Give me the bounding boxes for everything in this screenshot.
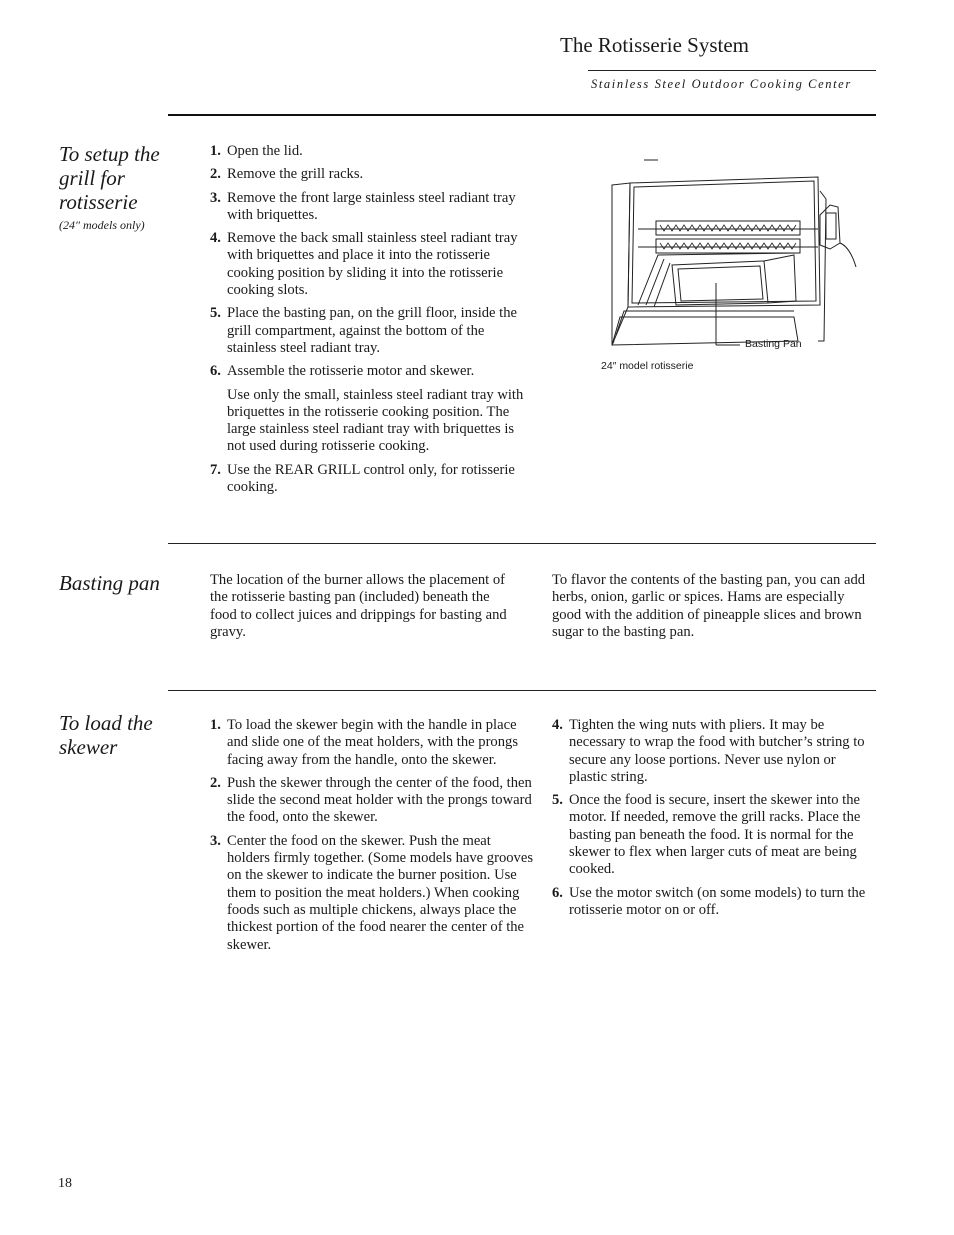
setup-steps bbox=[210, 143, 536, 502]
load-steps-col1 bbox=[210, 717, 536, 960]
header-divider bbox=[168, 114, 876, 116]
setup-heading: To setup the grill for rotisserie bbox=[59, 142, 160, 214]
list-item: 1. To load the skewer begin with the handle in place and slide one of the meat holders, with the prongs facing away from the handle, onto the skewer. bbox=[210, 717, 518, 768]
list-item: 1. Open the lid. bbox=[210, 143, 303, 159]
list-item: 6. Assemble the rotisserie motor and skewer. bbox=[210, 363, 475, 380]
list-item: 3. Remove the front large stainless steel radiant tray with briquettes. bbox=[210, 189, 516, 223]
list-item: 5. Once the food is secure, insert the skewer into the motor. If needed, remove the grill racks. Place the basting pan beneath the food. It is normal for the skewer to flex when larger cuts of meat are being cooked. bbox=[552, 792, 861, 878]
list-item: 4. Remove the back small stainless steel radiant tray with briquettes and place it into the rotisserie cooking position by sliding it into the rotisserie cooking slots. bbox=[210, 230, 518, 299]
page-number: 18 bbox=[58, 1176, 72, 1191]
basting-col2: To flavor the contents of the basting pan, you can add herbs, onion, garlic or spices. Hams are especially good with the addition of pineapple slices and brown sugar to the basting pan. bbox=[552, 572, 866, 640]
load-steps-col2 bbox=[552, 717, 872, 925]
section-divider bbox=[168, 543, 876, 544]
section-divider bbox=[168, 690, 876, 691]
header-rule bbox=[588, 70, 876, 71]
setup-model-note: (24″ models only) bbox=[59, 218, 145, 232]
rotisserie-figure bbox=[598, 155, 860, 380]
list-item: 4. Tighten the wing nuts with pliers. It may be necessary to wrap the food with butcher’s string to secure any loose portions. Never use nylon or plastic string. bbox=[552, 717, 865, 785]
list-item: 6. Use the motor switch (on some models) to turn the rotisserie motor on or off. bbox=[552, 884, 866, 918]
figure-caption: 24″ model rotisserie bbox=[601, 360, 694, 372]
setup-heading-block bbox=[59, 142, 189, 233]
list-item: 3. Center the food on the skewer. Push the meat holders firmly together. (Some models have grooves on the skewer to indicate the burner position. Use them to position the meat holders.) When cooking foods such as multiple chickens, always place the thickest portion of the food nearer the center of the skewer. bbox=[210, 832, 533, 953]
load-heading: To load the skewer bbox=[59, 711, 153, 759]
list-item: 5. Place the basting pan, on the grill floor, inside the grill compartment, against the bottom of the stainless steel radiant tray. bbox=[210, 305, 518, 356]
basting-heading: Basting pan bbox=[59, 571, 160, 595]
rotisserie-note: Use only the small, stainless steel radiant tray with briquettes in the rotisserie cooking position. The large stainless steel radiant tray with briquettes is not used during rotisserie cooking. bbox=[227, 386, 524, 455]
list-item: 2. Remove the grill racks. bbox=[210, 166, 364, 183]
basting-pan-callout: Basting Pan bbox=[745, 338, 802, 350]
page-subtitle: Stainless Steel Outdoor Cooking Center bbox=[591, 77, 852, 91]
basting-col1: The location of the burner allows the placement of the rotisserie basting pan (included) beneath the food to collect juices and drippings for basting and gravy. bbox=[210, 572, 507, 640]
page-title: The Rotisserie System bbox=[560, 33, 749, 57]
rotisserie-illustration bbox=[598, 155, 860, 355]
list-item: 2. Push the skewer through the center of the food, then slide the second meat holder with the prongs toward the food, onto the skewer. bbox=[210, 774, 532, 826]
list-item: 7. Use the REAR GRILL control only, for rotisserie cooking. bbox=[210, 461, 515, 496]
